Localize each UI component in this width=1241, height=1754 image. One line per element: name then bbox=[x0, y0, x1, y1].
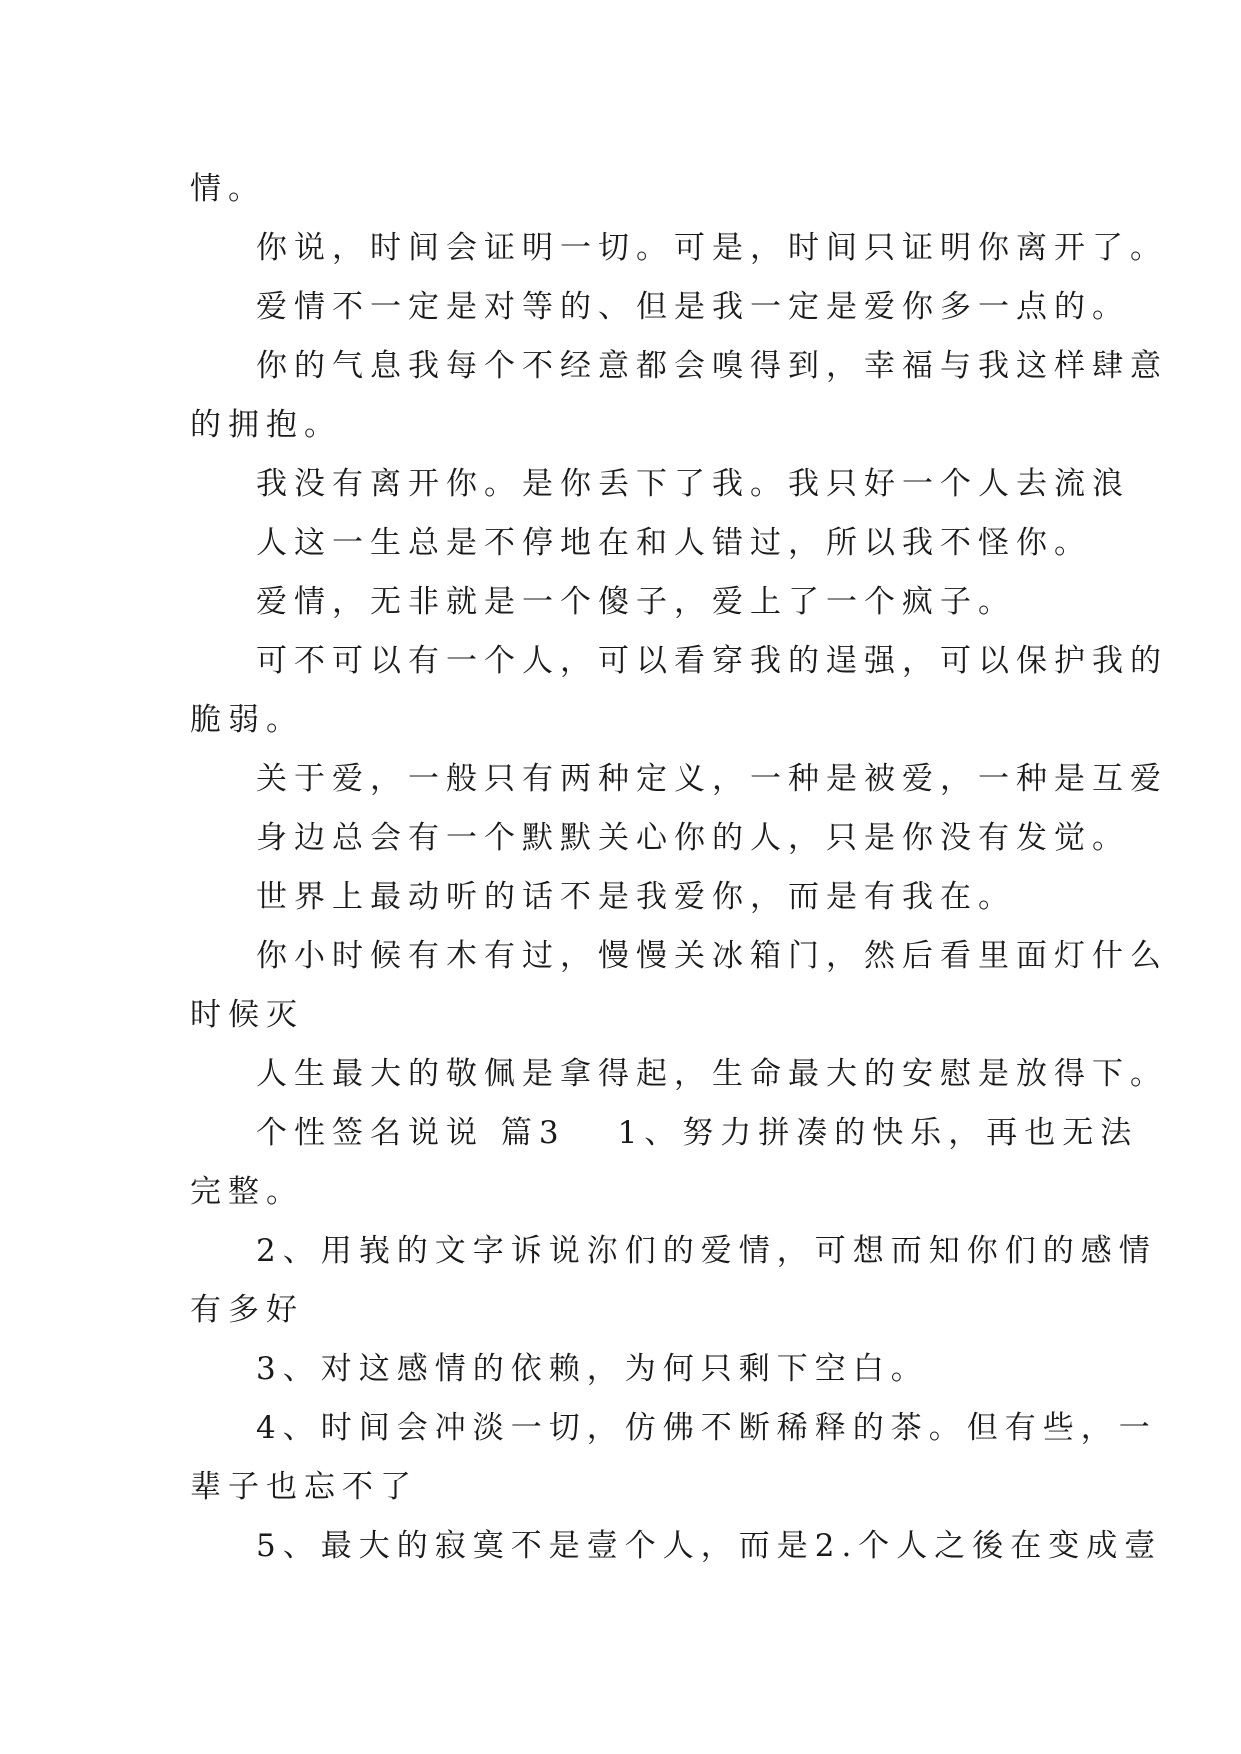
text-line: 可不可以有一个人，可以看穿我的逞强，可以保护我的 bbox=[256, 643, 1168, 679]
text-line: 4、时间会冲淡一切，仿佛不断稀释的茶。但有些，一 bbox=[256, 1410, 1157, 1446]
text-line: 我没有离开你。是你丢下了我。我只好一个人去流浪 bbox=[256, 466, 1130, 502]
text-line: 爱情不一定是对等的、但是我一定是爱你多一点的。 bbox=[256, 289, 1130, 325]
text-line: 人生最大的敬佩是拿得起，生命最大的安慰是放得下。 bbox=[256, 1056, 1168, 1092]
text-line: 5、最大的寂寞不是壹个人，而是2.个人之後在变成壹 bbox=[256, 1528, 1163, 1564]
text-line: 人这一生总是不停地在和人错过，所以我不怪你。 bbox=[256, 525, 1092, 561]
section-first-item: 1、努力拼凑的快乐，再也无法 bbox=[617, 1115, 1139, 1151]
text-line: 世界上最动听的话不是我爱你，而是有我在。 bbox=[256, 879, 1016, 915]
text-line: 身边总会有一个默默关心你的人，只是你没有发觉。 bbox=[256, 820, 1130, 856]
section-heading-line bbox=[190, 1104, 1139, 1163]
text-line: 辈子也忘不了 bbox=[190, 1469, 418, 1505]
section-heading-title: 个性签名说说 篇3 bbox=[256, 1115, 566, 1151]
text-line: 你说，时间会证明一切。可是，时间只证明你离开了。 bbox=[256, 230, 1168, 266]
text-line: 爱情，无非就是一个傻子，爱上了一个疯子。 bbox=[256, 584, 1016, 620]
text-line: 3、对这感情的依赖，为何只剩下空白。 bbox=[256, 1351, 929, 1387]
text-line: 时候灭 bbox=[190, 997, 304, 1033]
text-line: 你的气息我每个不经意都会嗅得到，幸福与我这样肆意 bbox=[256, 348, 1168, 384]
text-line: 2、用峩的文字诉说沵们的爱情，可想而知你们的感情 bbox=[256, 1233, 1157, 1269]
document-body bbox=[190, 160, 1168, 1576]
text-line: 你小时候有木有过，慢慢关冰箱门，然后看里面灯什么 bbox=[256, 938, 1168, 974]
text-line: 的拥抱。 bbox=[190, 407, 342, 443]
text-line: 完整。 bbox=[190, 1174, 304, 1210]
text-line: 情。 bbox=[190, 171, 266, 207]
text-line: 脆弱。 bbox=[190, 702, 304, 738]
text-line: 有多好 bbox=[190, 1292, 304, 1328]
text-line: 关于爱，一般只有两种定义，一种是被爱，一种是互爱 bbox=[256, 761, 1168, 797]
